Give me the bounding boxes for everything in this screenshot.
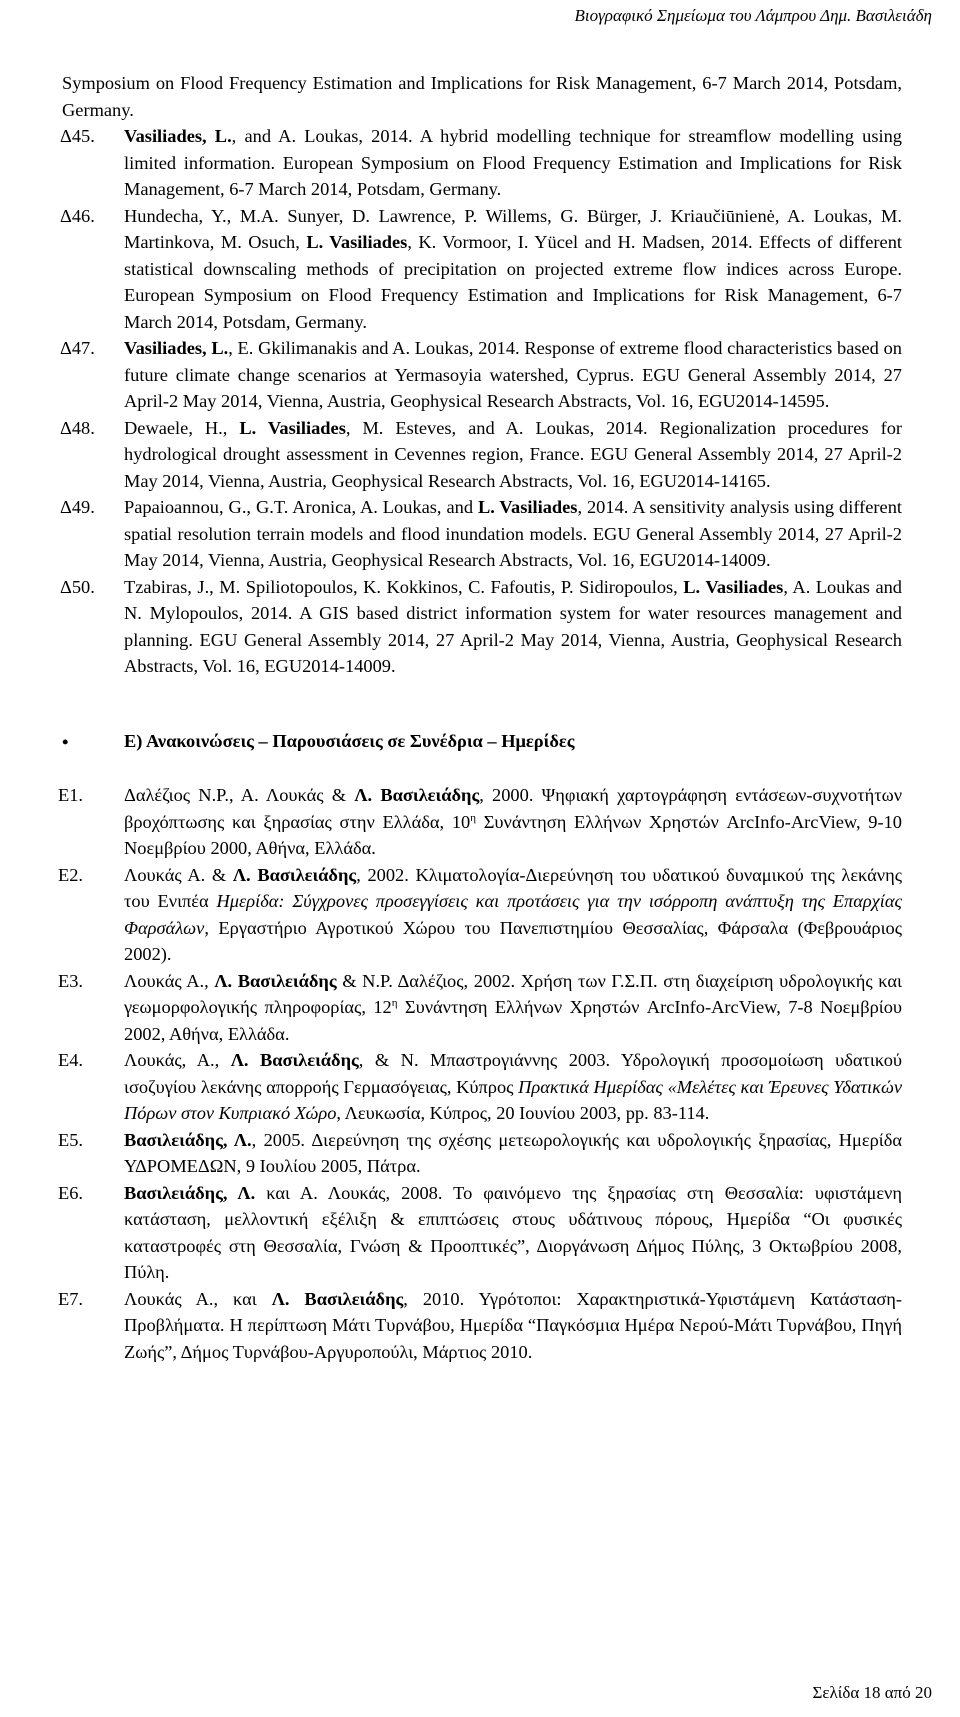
entry-number: Δ46.: [60, 205, 95, 226]
list-item: [58, 1047, 903, 1127]
entry-text: Δαλέζιος Ν.Ρ., Α. Λουκάς & Λ. Βασιλειάδης, 2000. Ψηφιακή χαρτογράφηση εντάσεων-συχνοτήτων βροχόπτωσης και ξηρασίας στην Ελλάδα, $10^\eta$ Συνάντηση Ελλήνων Χρηστών ArcInfo-ArcView, 9-10 Νοεμβρίου 2000, Αθήνα, Ελλάδα.: [124, 785, 903, 858]
list-item: [58, 1286, 902, 1366]
entry-text: Λουκάς Α. & Λ. Βασιλειάδης, 2002. Κλιματολογία-Διερεύνηση του υδατικού δυναμικού της λεκάνης του Ενιπέα Ημερίδα: Σύγχρονες προσεγγίσεις και προτάσεις για την ισόρροπη ανάπτυξη της Επαρχίας Φαρσάλων, Εργαστήριο Αγροτικού Χώρου του Πανεπιστημίου Θεσσαλίας, Φάρσαλα (Φεβρουάριος 2002).: [124, 864, 903, 964]
publication-list: [58, 70, 903, 1365]
entry-number: Ε6.: [58, 1182, 84, 1203]
entry-text: Hundecha, Y., M.A. Sunyer, D. Lawrence, P. Willems, G. Bürger, J. Kriaučiūnienė, A. Loukas, M. Martinkova, M. Osuch, L. Vasiliades, K. Vormoor, I. Yücel and H. Madsen, 2014. Effects of different statistical downscaling methods of precipitation on projected extreme flow indices across Europe. European Symposium on Flood Frequency Estimation and Implications for Risk Management, 6-7 March 2014, Potsdam, Germany.: [124, 205, 903, 332]
entry-number: Δ50.: [60, 576, 95, 597]
list-item: [62, 203, 902, 336]
author-highlight: Λ. Βασιλειάδης: [354, 785, 480, 805]
entry-text: Vasiliades, L., and A. Loukas, 2014. A hybrid modelling technique for streamflow modelling using limited information. European Symposium on Flood Frequency Estimation and Implications for Risk Management, 6-7 March 2014, Potsdam, Germany.: [124, 126, 902, 199]
list-item: [58, 862, 903, 968]
section-heading: [62, 728, 902, 755]
list-item: [62, 70, 902, 123]
entry-number: Ε1.: [58, 785, 84, 805]
author-highlight: L. Vasiliades: [683, 576, 784, 597]
entry-number: Δ48.: [60, 417, 95, 438]
entry-text: Βασιλειάδης, Λ., 2005. Διερεύνηση της σχέσης μετεωρολογικής και υδρολογικής ξηρασίας, Ημερίδα ΥΔΡΟΜΕΔΩΝ, 9 Ιουλίου 2005, Πάτρα.: [124, 1129, 902, 1176]
event-title: Πρακτικά Ημερίδας «Μελέτες και Έρευνες Υδατικών Πόρων στον Κυπριακό Χώρο: [124, 1076, 902, 1123]
list-item: [58, 968, 902, 1048]
entry-number: Δ45.: [60, 126, 95, 146]
author-highlight: L. Vasiliades: [239, 417, 346, 438]
list-item: [62, 574, 902, 680]
author-highlight: Λ. Βασιλειάδης: [232, 864, 357, 885]
page-header: Βιογραφικό Σημείωμα του Λάμπρου Δημ. Βασιλειάδη: [574, 6, 932, 25]
entry-text: Λουκάς, Α., Λ. Βασιλειάδης, & Ν. Μπαστρογιάννης 2003. Υδρολογική προσομοίωση υδατικού ισοζυγίου λεκάνης απορροής Γερμασόγειας, Κύπρος Πρακτικά Ημερίδας «Μελέτες και Έρευνες Υδατικών Πόρων στον Κυπριακό Χώρο, Λευκωσία, Κύπρος, 20 Ιουνίου 2003, pp. 83-114.: [124, 1050, 903, 1123]
list-item: [62, 335, 902, 415]
entry-number: Ε5.: [58, 1129, 84, 1150]
author-highlight: L. Vasiliades: [306, 232, 408, 252]
entry-text: Βασιλειάδης, Λ. και Α. Λουκάς, 2008. Το φαινόμενο της ξηρασίας στη Θεσσαλία: υφιστάμενη κατάσταση, μελλοντική εξέλιξη & επιπτώσεις στους υδάτινους πόρους, Ημερίδα “Οι φυσικές καταστροφές στη Θεσσαλία, Γνώση & Προοπτικές”, Διοργάνωση Δήμος Πύλης, 3 Οκτωβρίου 2008, Πύλη.: [124, 1182, 902, 1282]
author-highlight: Λ. Βασιλειάδης: [214, 970, 337, 991]
entry-text: Tzabiras, J., M. Spiliotopoulos, K. Kokkinos, C. Fafoutis, P. Sidiropoulos, L. Vasiliades, A. Loukas and N. Mylopoulos, 2014. A GIS based district information system for water resources management and planning. EGU General Assembly 2014, 27 April-2 May 2014, Vienna, Austria, Geophysical Research Abstracts, Vol. 16, EGU2014-14009.: [124, 576, 903, 676]
entry-text: Λουκάς Α., και Λ. Βασιλειάδης, 2010. Υγρότοποι: Χαρακτηριστικά-Υφιστάμενη Κατάσταση-Προβλήματα. Η περίπτωση Μάτι Τυρνάβου, Ημερίδα “Παγκόσμια Ημέρα Νερού-Μάτι Τυρνάβου, Πηγή Ζωής”, Δήμος Τυρνάβου-Αργυροπούλι, Μάρτιος 2010.: [124, 1288, 902, 1362]
list-item: [62, 123, 902, 203]
author-highlight: Vasiliades, L.: [124, 338, 229, 358]
list-item: [58, 782, 903, 862]
entry-text: Dewaele, H., L. Vasiliades, M. Esteves, and A. Loukas, 2014. Regionalization procedures for hydrological drought assessment in Cevennes region, France. EGU General Assembly 2014, 27 April-2 May 2014, Vienna, Austria, Geophysical Research Abstracts, Vol. 16, EGU2014-14165.: [124, 417, 903, 491]
author-highlight: Λ. Βασιλειάδης: [230, 1050, 359, 1070]
author-highlight: Βασιλειάδης, Λ.: [124, 1129, 252, 1150]
entry-number: Δ49.: [60, 497, 95, 517]
author-highlight: Vasiliades, L.: [124, 126, 232, 146]
list-item: [62, 415, 902, 495]
author-highlight: Λ. Βασιλειάδης: [271, 1288, 404, 1309]
section-title: Ε) Ανακοινώσεις – Παρουσιάσεις σε Συνέδρια – Ημερίδες: [124, 730, 575, 751]
entry-number: Ε2.: [58, 864, 84, 885]
entry-text: Symposium on Flood Frequency Estimation and Implications for Risk Management, 6-7 March 2014, Potsdam, Germany.: [62, 73, 902, 120]
list-item: [58, 1127, 902, 1180]
entry-text: Papaioannou, G., G.T. Aronica, A. Loukas, and L. Vasiliades, 2014. A sensitivity analysis using different spatial resolution terrain models and flood inundation models. EGU General Assembly 2014, 27 April-2 May 2014, Vienna, Austria, Geophysical Research Abstracts, Vol. 16, EGU2014-14009.: [124, 497, 902, 570]
entry-number: Ε7.: [58, 1288, 84, 1309]
entry-number: Ε3.: [58, 970, 84, 991]
entry-number: Ε4.: [58, 1050, 84, 1070]
author-highlight: Βασιλειάδης, Λ.: [124, 1182, 256, 1203]
list-item: [62, 494, 902, 574]
bullet-icon: •: [62, 731, 69, 752]
author-highlight: L. Vasiliades: [477, 497, 578, 517]
entry-text: Vasiliades, L., E. Gkilimanakis and A. Loukas, 2014. Response of extreme flood characteristics based on future climate change scenarios at Yermasoyia watershed, Cyprus. EGU General Assembly 2014, 27 April-2 May 2014, Vienna, Austria, Geophysical Research Abstracts, Vol. 16, EGU2014-14595.: [124, 338, 902, 411]
event-title: Ημερίδα: Σύγχρονες προσεγγίσεις και προτάσεις για την ισόρροπη ανάπτυξη της Επαρχίας Φαρσάλων: [124, 891, 902, 938]
page-number: Σελίδα 18 από 20: [812, 1683, 932, 1702]
entry-number: Δ47.: [60, 338, 95, 358]
entry-text: Λουκάς Α., Λ. Βασιλειάδης & Ν.Ρ. Δαλέζιος, 2002. Χρήση των Γ.Σ.Π. στη διαχείριση υδρολογικής και γεωμορφολογικής πληροφορίας, $12^\eta$ Συνάντηση Ελλήνων Χρηστών ArcInfo-ArcView, 7-8 Νοεμβρίου 2002, Αθήνα, Ελλάδα.: [124, 970, 902, 1044]
list-item: [58, 1180, 902, 1286]
